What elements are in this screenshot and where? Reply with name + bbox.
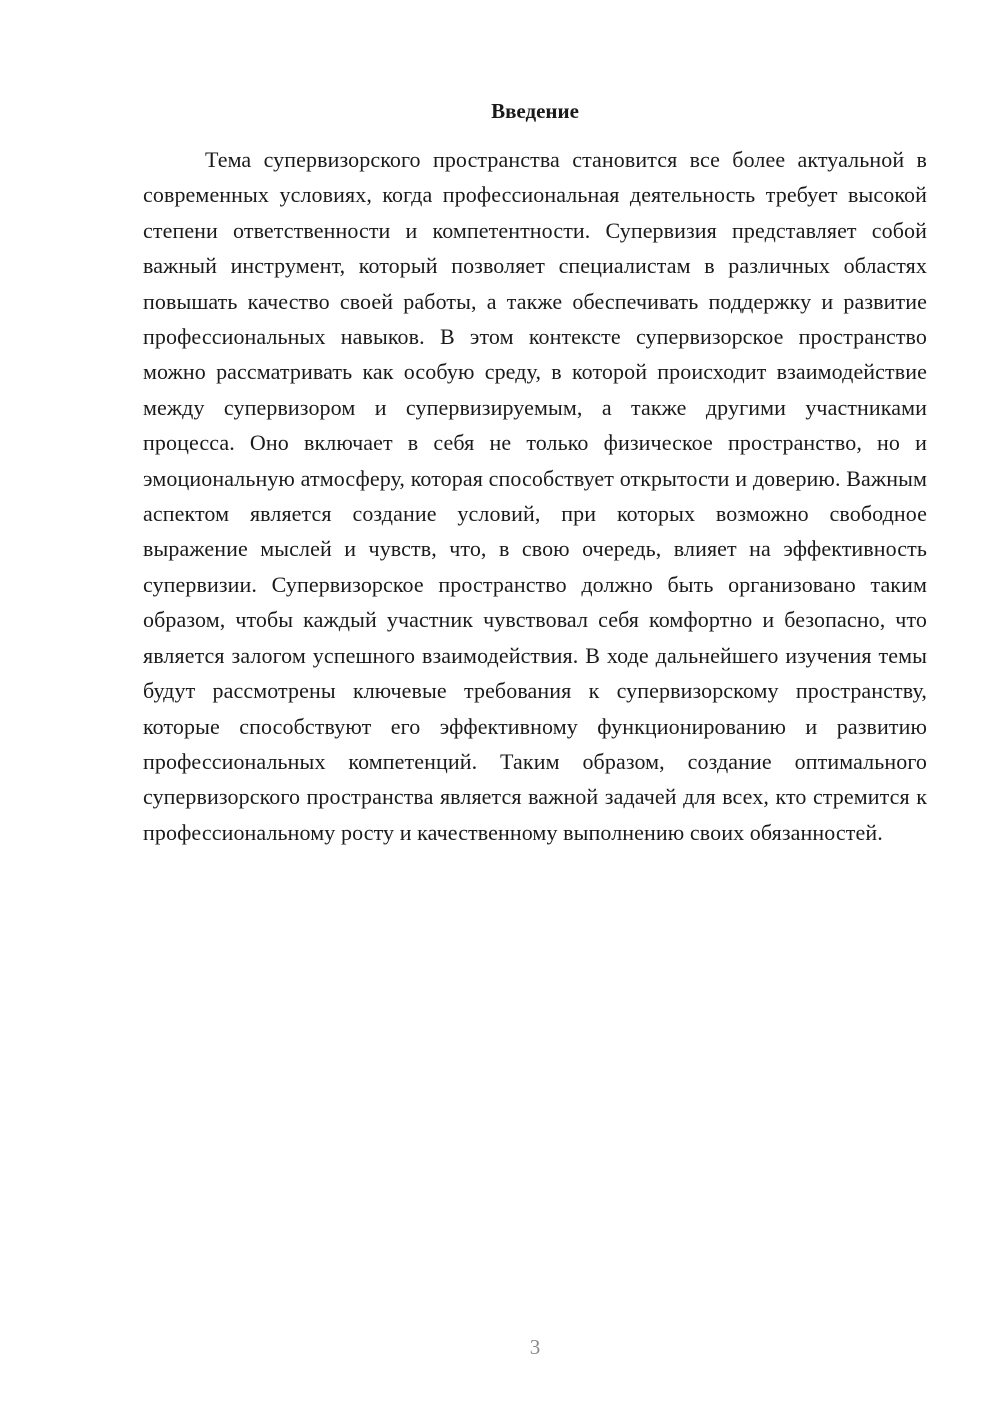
body-paragraph: Тема супервизорского пространства становится все более актуальной в современных условиях, когда профессиональная деятельность требует высокой степени ответственности и компетентности. Супервизия представляет собой важный инструмент, который позволяет специалистам в различных областях повышать качество своей работы, а также обеспечивать поддержку и развитие профессиональных навыков. В этом контексте супервизорское пространство можно рассматривать как особую среду, в которой происходит взаимодействие между супервизором и супервизируемым, а также другими участниками процесса. Оно включает в себя не только физическое пространство, но и эмоциональную атмосферу, которая способствует открытости и доверию. Важным аспектом является создание условий, при которых возможно свободное выражение мыслей и чувств, что, в свою очередь, влияет на эффективность супервизии. Супервизорское пространство должно быть организовано таким образом, чтобы каждый участник чувствовал себя комфортно и безопасно, что является залогом успешного взаимодействия. В ходе дальнейшего изучения темы будут рассмотрены ключевые требования к супервизорскому пространству, которые способствуют его эффективному функционированию и развитию профессиональных компетенций. Таким образом, создание оптимального супервизорского пространства является важной задачей для всех, кто стремится к профессиональному росту и качественному выполнению своих обязанностей. [143,147,927,845]
page-number: 3 [529,1335,541,1359]
section-heading: Введение [491,99,579,123]
